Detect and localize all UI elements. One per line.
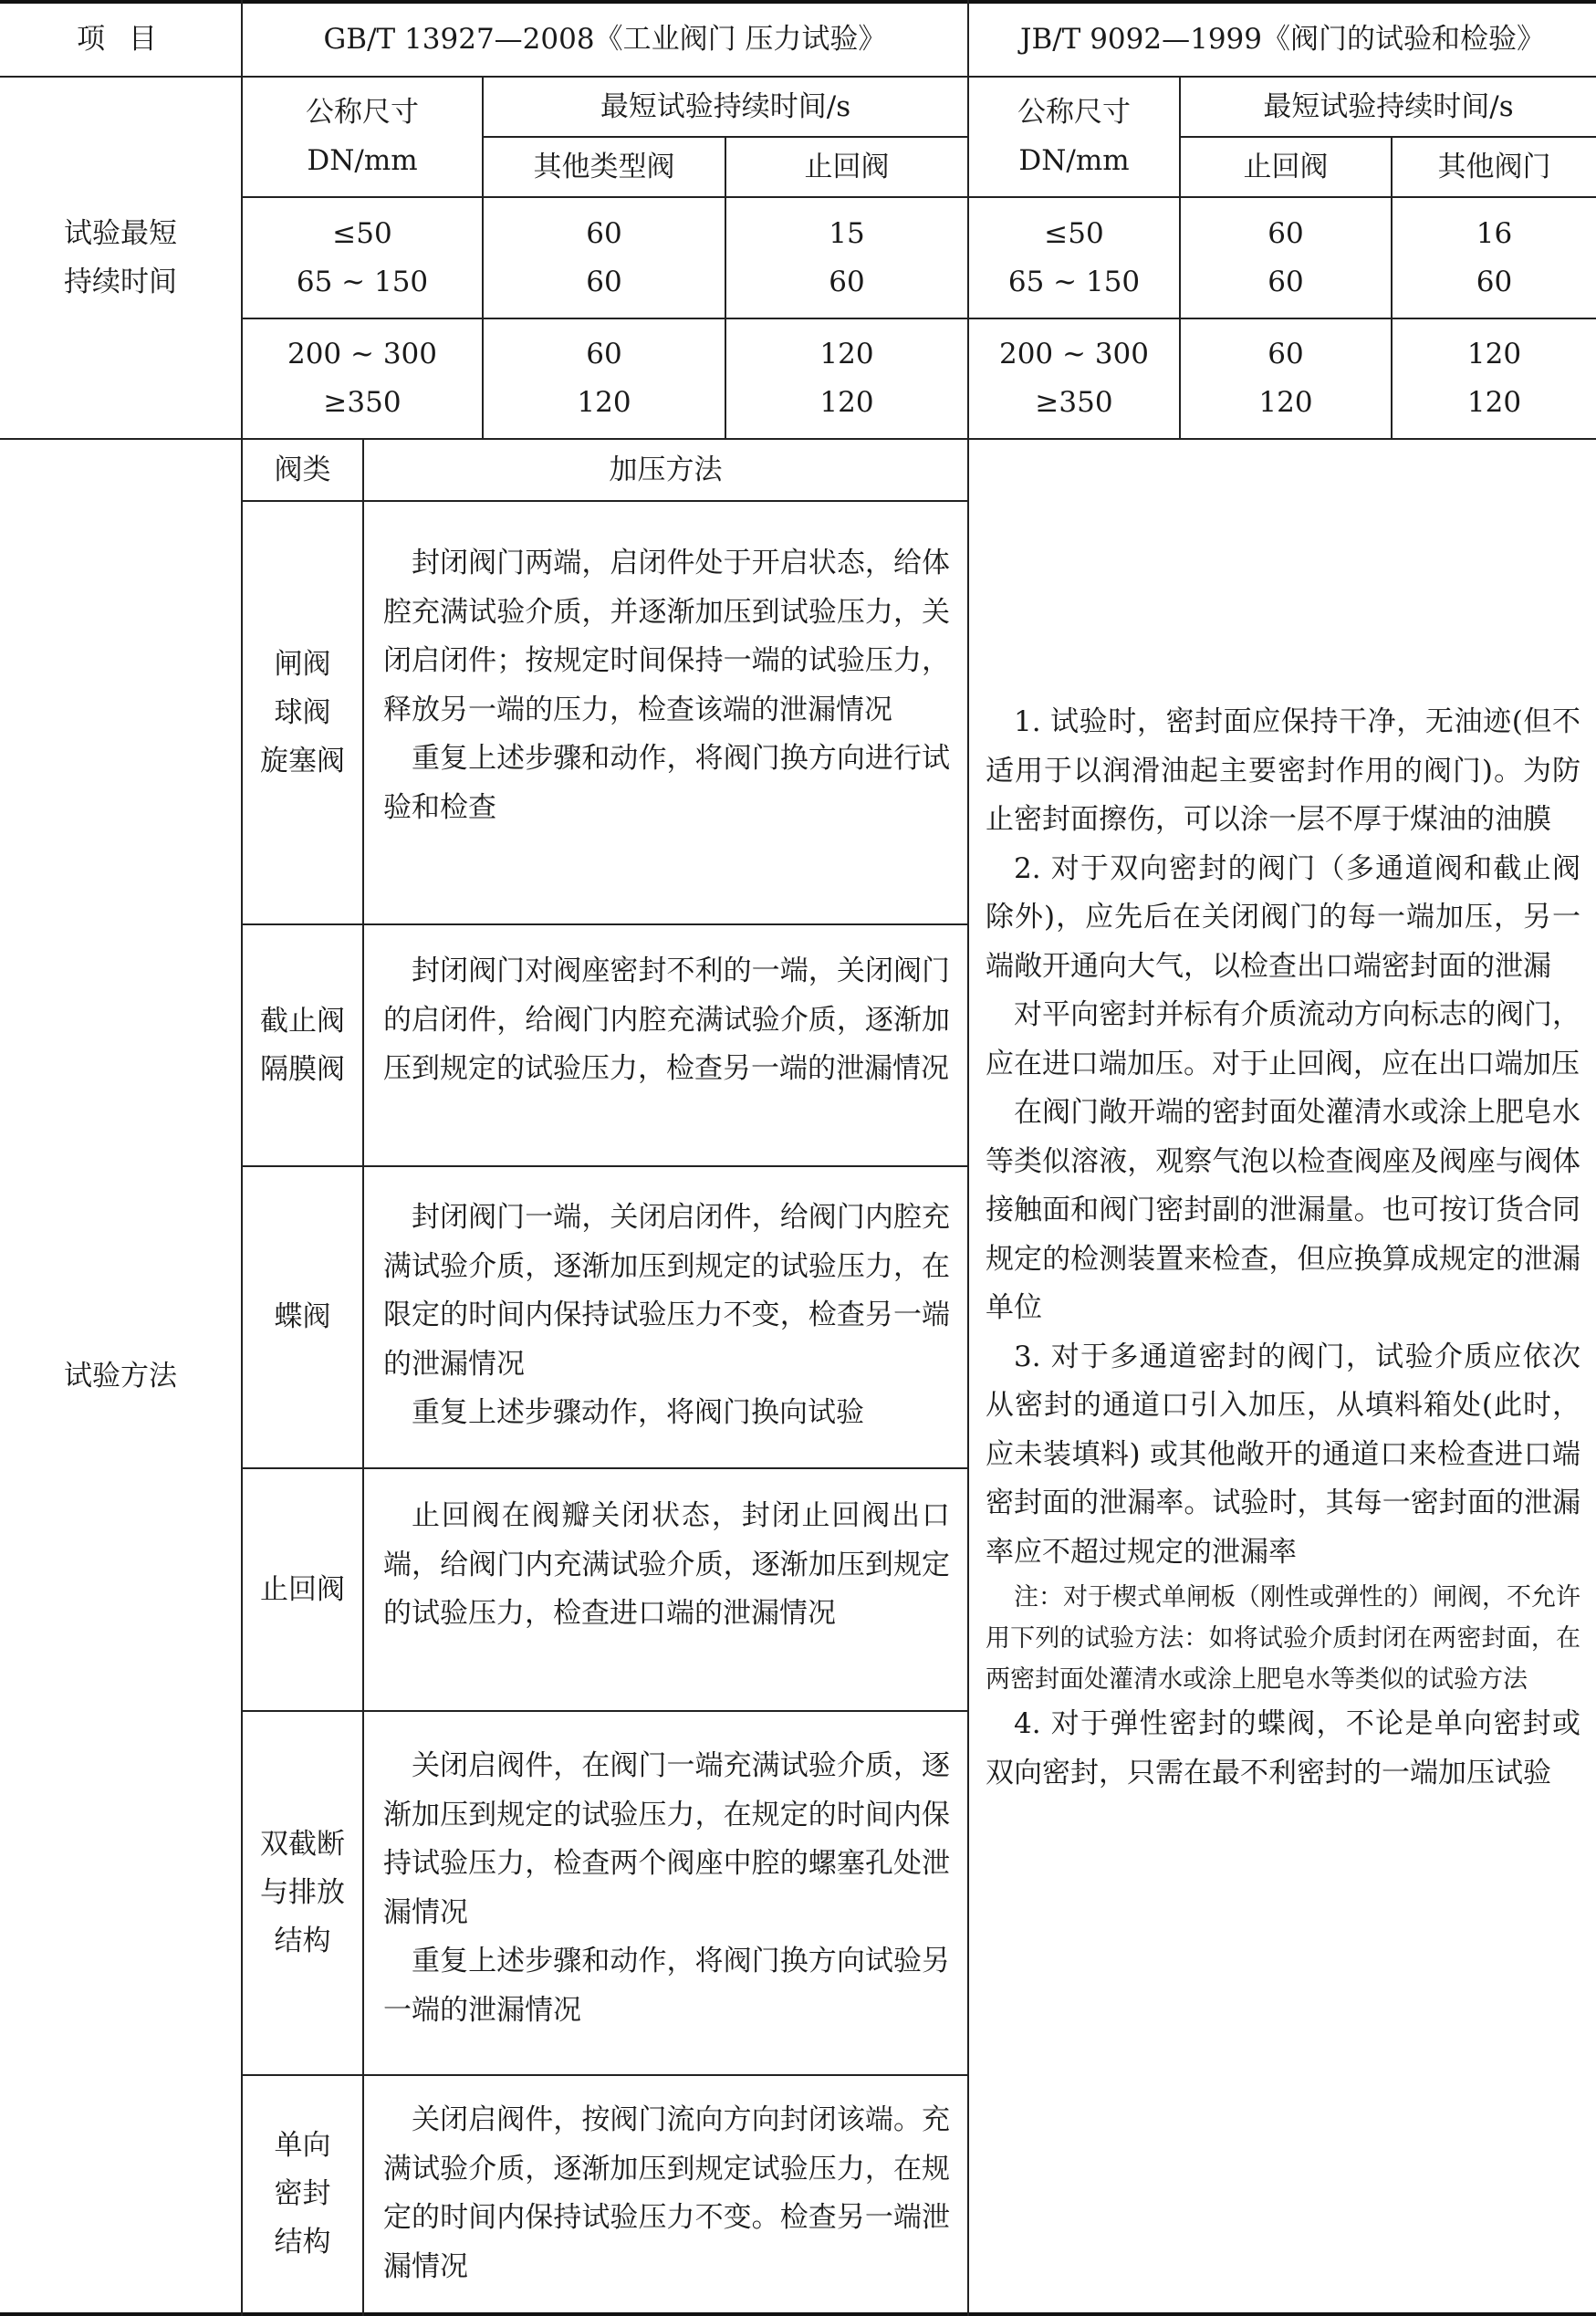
valve-type-double-block-bleed: 双截断 与排放 结构 — [260, 1828, 345, 1957]
gb-dn-header: 公称尺寸 DN/mm — [306, 96, 419, 177]
valve-type-gate-ball-plug: 闸阀 球阀 旋塞阀 — [260, 647, 345, 777]
gb-check-group1: 15 60 — [829, 216, 865, 298]
row-label-method: 试验方法 — [64, 1359, 177, 1393]
gb-dn-group1: ≤50 65 ~ 150 — [296, 216, 429, 298]
method-butterfly: 封闭阀门一端，关闭启闭件，给阀门内腔充满试验介质，逐渐加压到规定的试验压力，在限定的时间内保持试验压力不变，检查另一端的泄漏情况 重复上述步骤动作，将阀门换向试验 — [383, 1201, 950, 1429]
method-check: 止回阀在阀瓣关闭状态，封闭止回阀出口端，给阀门内充满试验介质，逐渐加压到规定的试验压力，检查进口端的泄漏情况 — [383, 1499, 950, 1630]
jb-other-group1: 16 60 — [1476, 216, 1513, 298]
method-col-pressure: 加压方法 — [609, 453, 723, 486]
valve-type-check: 止回阀 — [260, 1572, 345, 1606]
header-jb-standard: JB/T 9092—1999《阀门的试验和检验》 — [1020, 23, 1545, 56]
jb-item-3: 3. 对于多通道密封的阀门，试验介质应依次从密封的通道口引入加压，从填料箱处(此时，应未装填料) 或其他敞开的通道口来检查进口端密封面的泄漏率。试验时，其每一密封面的泄漏率应不超过规定的泄漏率 — [986, 1340, 1580, 1569]
valve-type-globe-diaphragm: 截止阀 隔膜阀 — [260, 1004, 345, 1086]
jb-col-check: 止回阀 — [1243, 150, 1329, 183]
jb-min-time-header: 最短试验持续时间/s — [1263, 89, 1514, 123]
jb-item-2-unidirectional: 对平向密封并标有介质流动方向标志的阀门，应在进口端加压。对于止回阀，应在出口端加压 — [986, 998, 1580, 1080]
method-gate-ball-plug: 封闭阀门两端，启闭件处于开启状态，给体腔充满试验介质，并逐渐加压到试验压力，关闭启闭件；按规定时间保持一端的试验压力，释放另一端的压力，检查该端的泄漏情况 重复上述步骤和动作，将阀门换方向进行试验和检查 — [383, 547, 950, 824]
valve-type-butterfly: 蝶阀 — [274, 1300, 331, 1333]
jb-note: 注：对于楔式单闸板（刚性或弹性的）闸阀，不允许用下列的试验方法：如将试验介质封闭在两密封面，在两密封面处灌清水或涂上肥皂水等类似的试验方法 — [986, 1583, 1580, 1694]
gb-check-group2: 120 120 — [819, 338, 874, 419]
jb-col-other: 其他阀门 — [1437, 150, 1551, 183]
jb-item-1: 1. 试验时，密封面应保持干净，无油迹(但不适用于以润滑油起主要密封作用的阀门)。为防止密封面擦伤，可以涂一层不厚于煤油的油膜 — [986, 705, 1580, 836]
jb-item-2-leak-check: 在阀门敞开端的密封面处灌清水或涂上肥皂水等类似溶液，观察气泡以检查阀座及阀座与阀体接触面和阀门密封副的泄漏量。也可按订货合同规定的检测装置来检查，但应换算成规定的泄漏单位 — [986, 1096, 1580, 1324]
jb-item-2: 2. 对于双向密封的阀门（多通道阀和截止阀除外)，应先后在关闭阀门的每一端加压，另一端敞开通向大气，以检查出口端密封面的泄漏 — [986, 851, 1580, 983]
jb-dn-group1: ≤50 65 ~ 150 — [1007, 216, 1141, 298]
jb-method-text — [986, 698, 1580, 1798]
header-item: 项 目 — [77, 23, 164, 56]
jb-dn-header: 公称尺寸 DN/mm — [1017, 96, 1131, 177]
jb-other-group2: 120 120 — [1466, 338, 1522, 419]
jb-dn-group2: 200 ~ 300 ≥350 — [998, 338, 1150, 419]
header-gb-standard: GB/T 13927—2008《工业阀门 压力试验》 — [323, 23, 887, 56]
valve-type-unidirectional-seal: 单向 密封 结构 — [274, 2129, 331, 2259]
method-globe-diaphragm: 封闭阀门对阀座密封不利的一端，关闭阀门的启闭件，给阀门内腔充满试验介质，逐渐加压到规定的试验压力，检查另一端的泄漏情况 — [383, 955, 950, 1085]
gb-col-other: 其他类型阀 — [533, 150, 675, 183]
table-bottom-rule — [0, 2312, 1596, 2316]
gb-col-check: 止回阀 — [804, 150, 890, 183]
rule-method-type — [362, 438, 364, 2316]
method-unidirectional-seal: 关闭启阀件，按阀门流向方向封闭该端。充满试验介质，逐渐加压到规定试验压力，在规定的时间内保持试验压力不变。检查另一端泄漏情况 — [383, 2103, 950, 2283]
jb-item-4: 4. 对于弹性密封的蝶阀，不论是单向密封或双向密封，只需在最不利密封的一端加压试验 — [986, 1707, 1580, 1789]
gb-dn-group2: 200 ~ 300 ≥350 — [287, 338, 438, 419]
gb-min-time-header: 最短试验持续时间/s — [600, 89, 851, 123]
row-label-duration: 试验最短 持续时间 — [64, 216, 177, 298]
gb-other-group1: 60 60 — [586, 216, 622, 298]
gb-other-group2: 60 120 — [577, 338, 631, 419]
method-col-type: 阀类 — [274, 453, 331, 486]
jb-check-group1: 60 60 — [1267, 216, 1304, 298]
jb-check-group2: 60 120 — [1258, 338, 1313, 419]
method-double-block-bleed: 关闭启阀件，在阀门一端充满试验介质，逐渐加压到规定的试验压力，在规定的时间内保持试验压力，检查两个阀座中腔的螺塞孔处泄漏情况 重复上述步骤和动作，将阀门换方向试验另一端的泄漏情况 — [383, 1749, 950, 2027]
